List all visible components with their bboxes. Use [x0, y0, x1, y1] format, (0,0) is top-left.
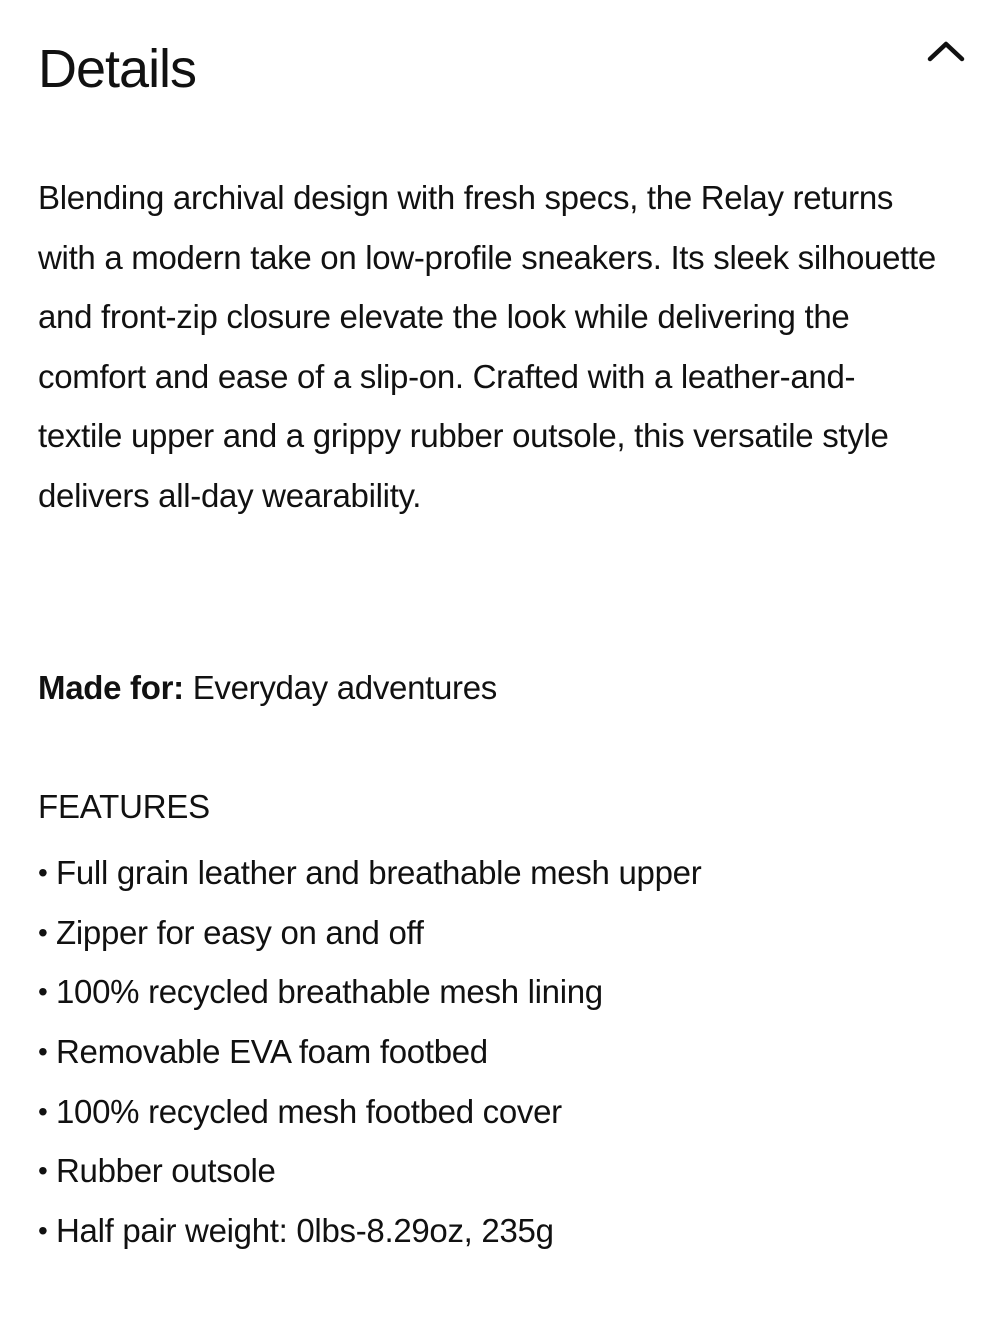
chevron-up-icon [927, 39, 965, 63]
bullet: • [38, 1035, 48, 1067]
details-title: Details [38, 39, 197, 99]
bullet: • [38, 856, 48, 888]
feature-item [38, 1082, 701, 1142]
feature-text: Zipper for easy on and off [56, 913, 424, 951]
feature-text: Half pair weight: 0lbs-8.29oz, 235g [56, 1211, 554, 1249]
feature-item [38, 1201, 701, 1261]
feature-text: Full grain leather and breathable mesh upper [56, 853, 702, 891]
bullet: • [38, 976, 48, 1008]
feature-item [38, 843, 701, 903]
features-list [38, 843, 701, 1261]
bullet: • [38, 916, 48, 948]
made-for-value: Everyday adventures [192, 669, 497, 706]
bullet: • [38, 1214, 48, 1246]
feature-text: 100% recycled breathable mesh lining [56, 973, 603, 1011]
made-for-line [38, 664, 497, 712]
bullet: • [38, 1095, 48, 1127]
bullet: • [38, 1155, 48, 1187]
made-for-label: Made for: [38, 669, 184, 706]
feature-item [38, 1022, 701, 1082]
details-header[interactable] [38, 34, 966, 104]
feature-text: Rubber outsole [56, 1152, 276, 1190]
product-description: Blending archival design with fresh specs, the Relay returns with a modern take on low-profile sneakers. Its sleek silhouette and front-zip closure elevate the look while delivering the comfort and ease of a slip-on. Crafted with a leather-and-textile upper and a grippy rubber outsole, this versatile style delivers all-day wearability. [38, 179, 936, 514]
feature-text: Removable EVA foam footbed [56, 1032, 488, 1070]
feature-item [38, 962, 701, 1022]
feature-item [38, 1141, 701, 1201]
feature-item [38, 903, 701, 963]
feature-text: 100% recycled mesh footbed cover [56, 1092, 562, 1130]
collapse-button[interactable] [926, 34, 966, 68]
features-heading: FEATURES [38, 788, 210, 825]
